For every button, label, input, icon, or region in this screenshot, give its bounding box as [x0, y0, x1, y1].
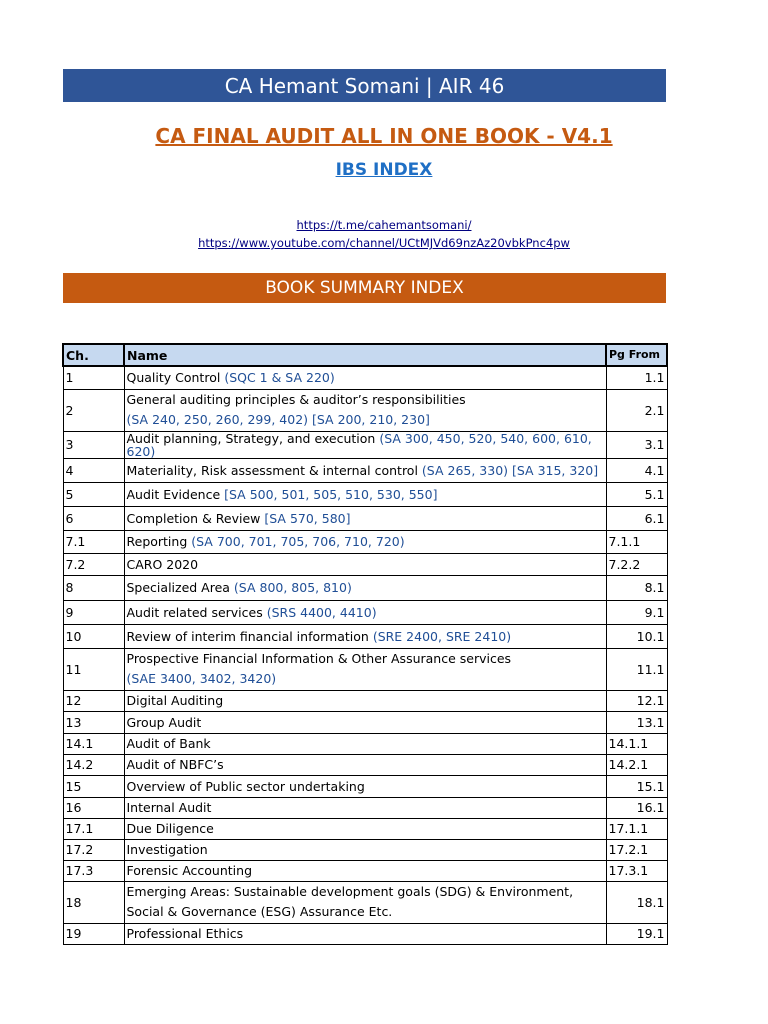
chapter-name-cell: [124, 648, 606, 690]
table-row: [63, 711, 667, 733]
chapter-number: 6: [63, 506, 124, 530]
table-row: [63, 431, 667, 458]
standards-reference: [SA 570, 580]: [264, 510, 351, 526]
chapter-name: Digital Auditing: [126, 693, 224, 708]
chapter-name-cell: [124, 482, 606, 506]
chapter-name-cell: [124, 506, 606, 530]
author-banner: [63, 69, 666, 102]
telegram-link[interactable]: https://t.me/cahemantsomani/: [296, 218, 472, 232]
chapter-number: 4: [63, 458, 124, 482]
table-row: [63, 754, 667, 775]
page-from: 14.1.1: [606, 733, 667, 754]
page-from: 15.1: [606, 775, 667, 797]
chapter-name: CARO 2020: [126, 556, 199, 572]
chapter-name: Internal Audit: [126, 800, 212, 815]
chapter-name-cell: [124, 389, 606, 431]
chapter-name-cell: [124, 733, 606, 754]
standards-reference: (SRS 4400, 4410): [266, 604, 377, 620]
column-header-chapter: Ch.: [63, 344, 124, 366]
chapter-number: 5: [63, 482, 124, 506]
chapter-name-cell: [124, 775, 606, 797]
chapter-name-cell: [124, 458, 606, 482]
chapter-name: Overview of Public sector undertaking: [126, 778, 365, 794]
youtube-link[interactable]: https://www.youtube.com/channel/UCtMJVd69nzAz20vbkPnc4pw: [198, 236, 570, 250]
page-from: 7.2.2: [606, 553, 667, 575]
table-row: [63, 881, 667, 923]
page-from: 19.1: [606, 923, 667, 944]
chapter-name: Emerging Areas: Sustainable development goals (SDG) & Environment, Social & Governance (ESG) Assurance Etc.: [126, 884, 574, 919]
chapter-name: Audit planning, Strategy, and execution: [126, 431, 376, 446]
chapter-number: 10: [63, 624, 124, 648]
table-row: [63, 389, 667, 431]
standards-reference: [SA 500, 501, 505, 510, 530, 550]: [224, 486, 438, 502]
page-from: 11.1: [606, 648, 667, 690]
table-row: [63, 482, 667, 506]
table-body: [63, 366, 667, 944]
chapter-name-cell: [124, 797, 606, 818]
table-row: [63, 839, 667, 860]
chapter-name-cell: [124, 754, 606, 775]
chapter-number: 14.2: [63, 754, 124, 775]
chapter-name-cell: [124, 530, 606, 553]
table-row: [63, 648, 667, 690]
table-row: [63, 530, 667, 553]
chapter-number: 3: [63, 431, 124, 458]
column-header-name: Name: [124, 344, 606, 366]
index-title: IBS INDEX: [335, 160, 433, 180]
chapter-number: 17.3: [63, 860, 124, 881]
chapter-name: General auditing principles & auditor’s responsibilities: [126, 392, 466, 407]
standards-reference: (SA 700, 701, 705, 706, 710, 720): [191, 534, 405, 549]
page-from: 17.3.1: [606, 860, 667, 881]
chapter-name: Professional Ethics: [126, 926, 244, 941]
page-from: 1.1: [606, 366, 667, 389]
page-from: 10.1: [606, 624, 667, 648]
page-from: 17.1.1: [606, 818, 667, 839]
summary-index-table: [62, 343, 668, 945]
summary-banner-text: BOOK SUMMARY INDEX: [265, 278, 464, 298]
table-row: [63, 860, 667, 881]
author-banner-text: CA Hemant Somani | AIR 46: [224, 73, 505, 98]
chapter-name: Reporting: [126, 534, 188, 549]
chapter-name: Prospective Financial Information & Other Assurance services: [126, 651, 512, 666]
chapter-number: 16: [63, 797, 124, 818]
chapter-number: 8: [63, 575, 124, 600]
table-row: [63, 923, 667, 944]
chapter-name: Due Diligence: [126, 821, 214, 836]
chapter-number: 11: [63, 648, 124, 690]
page-from: 3.1: [606, 431, 667, 458]
chapter-name-cell: [124, 860, 606, 881]
book-title: CA FINAL AUDIT ALL IN ONE BOOK - V4.1: [155, 124, 613, 148]
chapter-name-cell: [124, 431, 606, 458]
table-row: [63, 366, 667, 389]
standards-reference: (SA 800, 805, 810): [233, 580, 352, 595]
page-from: 13.1: [606, 711, 667, 733]
table-row: [63, 775, 667, 797]
page-from: 12.1: [606, 690, 667, 711]
chapter-name-cell: [124, 575, 606, 600]
chapter-name: Materiality, Risk assessment & internal control: [126, 462, 418, 478]
table-row: [63, 624, 667, 648]
chapter-name: Audit related services: [126, 604, 263, 620]
table-row: [63, 553, 667, 575]
page-from: 16.1: [606, 797, 667, 818]
standards-reference: (SA 300, 450, 520, 540, 600, 610, 620): [126, 431, 592, 458]
chapter-name-cell: [124, 366, 606, 389]
chapter-number: 7.1: [63, 530, 124, 553]
page-from: 6.1: [606, 506, 667, 530]
page-from: 17.2.1: [606, 839, 667, 860]
chapter-name: Investigation: [126, 842, 208, 857]
table-row: [63, 575, 667, 600]
table-row: [63, 797, 667, 818]
table-row: [63, 458, 667, 482]
summary-banner: [63, 273, 666, 303]
chapter-name-cell: [124, 881, 606, 923]
chapter-name-cell: [124, 818, 606, 839]
standards-reference: (SA 265, 330) [SA 315, 320]: [421, 462, 599, 478]
standards-reference: (SAE 3400, 3402, 3420): [126, 671, 277, 686]
page-from: 9.1: [606, 600, 667, 624]
chapter-number: 2: [63, 389, 124, 431]
page-from: 14.2.1: [606, 754, 667, 775]
chapter-name: Group Audit: [126, 714, 202, 730]
page-from: 18.1: [606, 881, 667, 923]
table-row: [63, 506, 667, 530]
chapter-number: 12: [63, 690, 124, 711]
page-from: 5.1: [606, 482, 667, 506]
chapter-name-cell: [124, 690, 606, 711]
chapter-name-cell: [124, 711, 606, 733]
chapter-number: 15: [63, 775, 124, 797]
chapter-number: 19: [63, 923, 124, 944]
table-row: [63, 733, 667, 754]
chapter-name: Audit of Bank: [126, 736, 211, 751]
table-row: [63, 690, 667, 711]
page-from: 4.1: [606, 458, 667, 482]
chapter-name: Completion & Review: [126, 510, 261, 526]
table-row: [63, 818, 667, 839]
chapter-name: Audit of NBFC’s: [126, 757, 224, 772]
chapter-number: 17.1: [63, 818, 124, 839]
chapter-name: Specialized Area: [126, 580, 230, 595]
chapter-number: 1: [63, 366, 124, 389]
chapter-number: 13: [63, 711, 124, 733]
chapter-number: 14.1: [63, 733, 124, 754]
chapter-number: 17.2: [63, 839, 124, 860]
column-header-page: Pg From: [606, 344, 667, 366]
page-from: 8.1: [606, 575, 667, 600]
chapter-name-cell: [124, 839, 606, 860]
table-row: [63, 600, 667, 624]
chapter-name: Audit Evidence: [126, 486, 221, 502]
chapter-name: Quality Control: [126, 370, 221, 386]
table-header-row: [63, 344, 667, 366]
chapter-name-cell: [124, 624, 606, 648]
page-from: 7.1.1: [606, 530, 667, 553]
chapter-name: Review of interim financial information: [126, 628, 369, 644]
standards-reference: (SQC 1 & SA 220): [224, 370, 335, 386]
page-from: 2.1: [606, 389, 667, 431]
chapter-number: 7.2: [63, 553, 124, 575]
chapter-name: Forensic Accounting: [126, 863, 253, 878]
standards-reference: (SRE 2400, SRE 2410): [372, 628, 512, 644]
chapter-name-cell: [124, 923, 606, 944]
chapter-name-cell: [124, 553, 606, 575]
chapter-number: 9: [63, 600, 124, 624]
standards-reference: (SA 240, 250, 260, 299, 402) [SA 200, 210, 230]: [126, 412, 430, 427]
chapter-name-cell: [124, 600, 606, 624]
chapter-number: 18: [63, 881, 124, 923]
